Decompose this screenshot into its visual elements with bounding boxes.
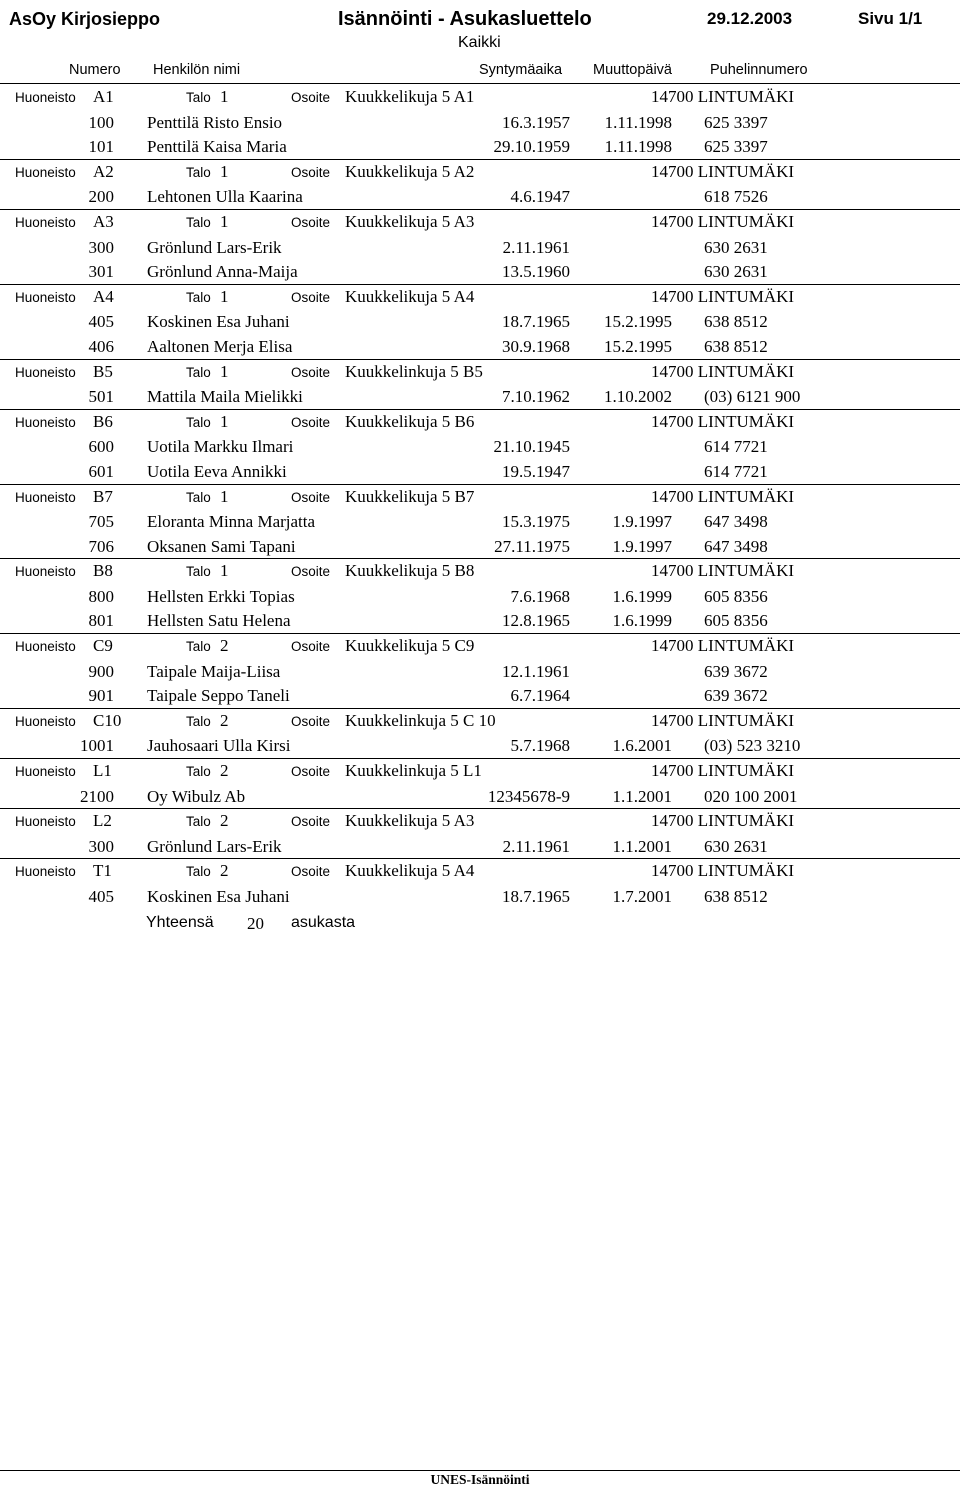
resident-number: 705 (88, 512, 114, 532)
apartment-header-row (0, 285, 960, 310)
resident-birth-date: 7.6.1968 (510, 586, 570, 606)
resident-number: 405 (88, 312, 114, 332)
house-label: Talo (186, 713, 211, 729)
resident-birth-date: 18.7.1965 (502, 312, 570, 332)
resident-number: 601 (88, 461, 114, 481)
street-address: Kuukkelikuja 5 B6 (345, 411, 475, 431)
resident-number: 1001 (80, 736, 114, 756)
resident-name: Grönlund Anna-Maija (147, 262, 298, 282)
page-number: Sivu 1/1 (858, 9, 923, 28)
street-address: Kuukkelikuja 5 B8 (345, 561, 475, 581)
resident-move-in-date: 1.6.1999 (612, 611, 672, 631)
resident-row (0, 309, 960, 334)
resident-move-in-date: 1.11.1998 (604, 112, 672, 132)
house-label: Talo (186, 90, 211, 105)
resident-row (0, 184, 960, 209)
resident-birth-date: 15.3.1975 (502, 512, 570, 532)
apartment-group (0, 758, 960, 808)
apartment-header-row (0, 210, 960, 235)
resident-row (0, 459, 960, 484)
resident-name: Jauhosaari Ulla Kirsi (147, 736, 291, 756)
postal-city: 14700 LINTUMÄKI (651, 161, 795, 181)
totals-count: 20 (247, 913, 264, 933)
column-header-phone: Puhelinnumero (710, 62, 808, 78)
resident-phone: 647 3498 (704, 536, 768, 556)
resident-name: Taipale Seppo Taneli (147, 686, 290, 706)
apartment-label: Huoneisto (15, 764, 76, 780)
resident-phone: 625 3397 (704, 137, 768, 157)
apartment-label: Huoneisto (15, 814, 76, 830)
resident-phone: 638 8512 (704, 887, 768, 906)
resident-number: 706 (88, 536, 114, 556)
resident-number: 2100 (80, 786, 114, 806)
street-address: Kuukkelinkuja 5 L1 (345, 761, 482, 781)
resident-phone: 618 7526 (704, 187, 768, 207)
apartment-label: Huoneisto (15, 414, 76, 430)
house-number: 1 (220, 486, 229, 506)
house-number: 1 (220, 361, 229, 381)
apartment-header-row (0, 485, 960, 510)
resident-phone: 625 3397 (704, 112, 768, 132)
resident-phone: 630 2631 (704, 262, 768, 282)
footer-divider (0, 1470, 960, 1471)
resident-phone: (03) 523 3210 (704, 736, 801, 756)
resident-move-in-date: 1.6.1999 (612, 586, 672, 606)
apartment-code: A2 (93, 161, 114, 181)
resident-name: Mattila Maila Mielikki (147, 387, 303, 407)
house-label: Talo (186, 414, 211, 430)
apartment-header-row (0, 559, 960, 584)
address-label: Osoite (291, 864, 331, 880)
column-header-move-in: Muuttopäivä (593, 62, 672, 78)
resident-row (0, 259, 960, 284)
apartment-label: Huoneisto (15, 564, 76, 580)
resident-row (0, 534, 960, 559)
apartment-code: B6 (93, 411, 113, 431)
postal-city: 14700 LINTUMÄKI (651, 861, 795, 881)
apartment-label: Huoneisto (15, 90, 76, 105)
apartment-code: A3 (93, 211, 114, 231)
resident-move-in-date: 1.10.2002 (604, 387, 672, 407)
resident-name: Oksanen Sami Tapani (147, 536, 296, 556)
address-label: Osoite (291, 564, 331, 580)
house-number: 1 (220, 211, 229, 231)
resident-name: Penttilä Kaisa Maria (147, 137, 287, 157)
resident-number: 301 (88, 262, 114, 282)
postal-city: 14700 LINTUMÄKI (651, 811, 795, 831)
address-label: Osoite (291, 90, 331, 105)
house-label: Talo (186, 289, 211, 305)
company-name: AsOy Kirjosieppo (9, 9, 161, 29)
house-number: 2 (220, 636, 229, 656)
apartment-code: B7 (93, 486, 113, 506)
resident-number: 800 (88, 586, 114, 606)
postal-city: 14700 LINTUMÄKI (651, 411, 795, 431)
resident-move-in-date: 1.7.2001 (612, 887, 672, 906)
resident-row (0, 659, 960, 684)
apartment-group (0, 284, 960, 359)
street-address: Kuukkelikuja 5 C9 (345, 636, 475, 656)
resident-birth-date: 7.10.1962 (502, 387, 570, 407)
postal-city: 14700 LINTUMÄKI (651, 361, 795, 381)
resident-phone: 638 8512 (704, 312, 768, 332)
address-label: Osoite (291, 764, 331, 780)
resident-row (0, 608, 960, 633)
resident-move-in-date: 1.1.2001 (612, 786, 672, 806)
apartment-group (0, 209, 960, 284)
resident-number: 501 (88, 387, 114, 407)
house-number: 2 (220, 710, 229, 730)
apartment-group (0, 409, 960, 484)
address-label: Osoite (291, 164, 331, 180)
resident-birth-date: 29.10.1959 (493, 137, 570, 157)
resident-birth-date: 18.7.1965 (502, 887, 570, 906)
house-number: 2 (220, 761, 229, 781)
header-divider (0, 83, 960, 84)
apartment-code: L1 (93, 761, 112, 781)
apartment-label: Huoneisto (15, 864, 76, 880)
apartment-header-row (0, 360, 960, 385)
resident-row (0, 584, 960, 609)
resident-row (0, 733, 960, 758)
resident-name: Hellsten Satu Helena (147, 611, 291, 631)
footer-text: UNES-Isännöinti (430, 1472, 530, 1487)
address-label: Osoite (291, 814, 331, 830)
street-address: Kuukkelikuja 5 A4 (345, 286, 475, 306)
resident-row (0, 784, 960, 809)
resident-number: 101 (88, 137, 114, 157)
resident-number: 600 (88, 437, 114, 457)
house-label: Talo (186, 764, 211, 780)
apartment-group (0, 558, 960, 633)
apartment-group (0, 633, 960, 708)
house-number: 2 (220, 861, 229, 881)
address-label: Osoite (291, 289, 331, 305)
resident-birth-date: 2.11.1961 (502, 237, 570, 257)
resident-row (0, 884, 960, 909)
apartment-header-row (0, 410, 960, 435)
apartment-header-row (0, 809, 960, 834)
resident-phone: 605 8356 (704, 586, 768, 606)
resident-move-in-date: 15.2.1995 (604, 336, 672, 356)
resident-phone: 638 8512 (704, 336, 768, 356)
apartment-code: A1 (93, 87, 114, 106)
resident-name: Koskinen Esa Juhani (147, 887, 290, 906)
resident-name: Eloranta Minna Marjatta (147, 512, 316, 532)
totals-row (0, 909, 960, 939)
resident-number: 300 (88, 836, 114, 856)
house-label: Talo (186, 864, 211, 880)
postal-city: 14700 LINTUMÄKI (651, 87, 795, 106)
apartment-label: Huoneisto (15, 289, 76, 305)
apartment-code: L2 (93, 811, 112, 831)
postal-city: 14700 LINTUMÄKI (651, 710, 795, 730)
resident-number: 300 (88, 237, 114, 257)
resident-move-in-date: 15.2.1995 (604, 312, 672, 332)
totals-unit: asukasta (291, 913, 356, 931)
resident-birth-date: 19.5.1947 (502, 461, 570, 481)
house-label: Talo (186, 814, 211, 830)
resident-name: Uotila Eeva Annikki (147, 461, 287, 481)
postal-city: 14700 LINTUMÄKI (651, 761, 795, 781)
apartment-code: C9 (93, 636, 113, 656)
resident-row (0, 683, 960, 708)
street-address: Kuukkelikuja 5 A3 (345, 211, 475, 231)
resident-row (0, 509, 960, 534)
address-label: Osoite (291, 414, 331, 430)
resident-phone: 020 100 2001 (704, 786, 798, 806)
column-header-birth: Syntymäaika (479, 62, 563, 78)
resident-name: Taipale Maija-Liisa (147, 661, 281, 681)
apartment-label: Huoneisto (15, 214, 76, 230)
house-number: 1 (220, 161, 229, 181)
apartment-group (0, 359, 960, 409)
resident-move-in-date: 1.11.1998 (604, 137, 672, 157)
house-number: 1 (220, 87, 229, 106)
resident-phone: (03) 6121 900 (704, 387, 801, 407)
resident-birth-date: 5.7.1968 (510, 736, 570, 756)
report-filter: Kaikki (458, 34, 501, 51)
address-label: Osoite (291, 214, 331, 230)
apartment-label: Huoneisto (15, 489, 76, 505)
address-label: Osoite (291, 364, 331, 380)
resident-phone: 639 3672 (704, 686, 768, 706)
resident-name: Grönlund Lars-Erik (147, 836, 282, 856)
resident-row (0, 134, 960, 159)
apartment-header-row (0, 709, 960, 734)
postal-city: 14700 LINTUMÄKI (651, 561, 795, 581)
apartment-header-row (0, 160, 960, 185)
house-number: 1 (220, 286, 229, 306)
resident-move-in-date: 1.9.1997 (612, 512, 672, 532)
house-label: Talo (186, 639, 211, 655)
postal-city: 14700 LINTUMÄKI (651, 636, 795, 656)
apartment-code: B8 (93, 561, 113, 581)
resident-name: Koskinen Esa Juhani (147, 312, 290, 332)
resident-number: 100 (88, 112, 114, 132)
apartment-group (0, 484, 960, 559)
apartment-header-row (0, 634, 960, 659)
resident-birth-date: 16.3.1957 (502, 112, 570, 132)
street-address: Kuukkelinkuja 5 C 10 (345, 710, 496, 730)
house-label: Talo (186, 164, 211, 180)
house-label: Talo (186, 364, 211, 380)
apartment-code: A4 (93, 286, 114, 306)
resident-phone: 614 7721 (704, 461, 768, 481)
resident-phone: 605 8356 (704, 611, 768, 631)
house-number: 1 (220, 561, 229, 581)
resident-phone: 630 2631 (704, 836, 768, 856)
apartment-label: Huoneisto (15, 713, 76, 729)
street-address: Kuukkelikuja 5 A1 (345, 87, 475, 106)
apartment-label: Huoneisto (15, 164, 76, 180)
apartment-header-row (0, 85, 960, 110)
postal-city: 14700 LINTUMÄKI (651, 211, 795, 231)
address-label: Osoite (291, 639, 331, 655)
apartment-group (0, 858, 960, 908)
resident-name: Hellsten Erkki Topias (147, 586, 295, 606)
street-address: Kuukkelikuja 5 A3 (345, 811, 475, 831)
totals-label: Yhteensä (146, 913, 214, 931)
resident-name: Grönlund Lars-Erik (147, 237, 282, 257)
resident-phone: 639 3672 (704, 661, 768, 681)
resident-name: Lehtonen Ulla Kaarina (147, 187, 303, 207)
street-address: Kuukkelikuja 5 A2 (345, 161, 475, 181)
resident-row (0, 384, 960, 409)
apartment-group (0, 708, 960, 758)
resident-number: 900 (88, 661, 114, 681)
resident-number: 405 (88, 887, 114, 906)
apartment-label: Huoneisto (15, 364, 76, 380)
resident-birth-date: 30.9.1968 (502, 336, 570, 356)
report-date: 29.12.2003 (707, 9, 793, 28)
house-number: 2 (220, 811, 229, 831)
column-header-name: Henkilön nimi (153, 62, 241, 78)
house-number: 1 (220, 411, 229, 431)
street-address: Kuukkelikuja 5 B7 (345, 486, 475, 506)
resident-birth-date: 12.8.1965 (502, 611, 570, 631)
resident-row (0, 110, 960, 135)
street-address: Kuukkelikuja 5 A4 (345, 861, 475, 881)
resident-birth-date: 21.10.1945 (493, 437, 570, 457)
resident-number: 406 (88, 336, 114, 356)
apartment-group (0, 85, 960, 159)
apartment-header-row (0, 859, 960, 884)
house-label: Talo (186, 214, 211, 230)
resident-birth-date: 4.6.1947 (510, 187, 570, 207)
column-header-number: Numero (69, 62, 121, 78)
resident-number: 200 (88, 187, 114, 207)
postal-city: 14700 LINTUMÄKI (651, 486, 795, 506)
resident-phone: 614 7721 (704, 437, 768, 457)
resident-listing (0, 85, 960, 939)
resident-row (0, 434, 960, 459)
resident-phone: 630 2631 (704, 237, 768, 257)
resident-move-in-date: 1.9.1997 (612, 536, 672, 556)
apartment-header-row (0, 759, 960, 784)
resident-move-in-date: 1.1.2001 (612, 836, 672, 856)
apartment-code: C10 (93, 710, 122, 730)
resident-birth-date: 12.1.1961 (502, 661, 570, 681)
resident-birth-date: 13.5.1960 (502, 262, 570, 282)
apartment-group (0, 808, 960, 858)
resident-birth-date: 6.7.1964 (510, 686, 570, 706)
resident-row (0, 334, 960, 359)
resident-name: Uotila Markku Ilmari (147, 437, 294, 457)
postal-city: 14700 LINTUMÄKI (651, 286, 795, 306)
apartment-code: B5 (93, 361, 113, 381)
street-address: Kuukkelinkuja 5 B5 (345, 361, 483, 381)
resident-number: 801 (88, 611, 114, 631)
resident-name: Oy Wibulz Ab (147, 786, 246, 806)
resident-phone: 647 3498 (704, 512, 768, 532)
resident-row (0, 834, 960, 859)
address-label: Osoite (291, 713, 331, 729)
address-label: Osoite (291, 489, 331, 505)
resident-birth-date: 12345678-9 (487, 786, 570, 806)
report-title: Isännöinti - Asukasluettelo (338, 8, 592, 30)
resident-birth-date: 2.11.1961 (502, 836, 570, 856)
resident-number: 901 (88, 686, 114, 706)
house-label: Talo (186, 564, 211, 580)
resident-name: Aaltonen Merja Elisa (147, 336, 293, 356)
apartment-label: Huoneisto (15, 639, 76, 655)
resident-row (0, 235, 960, 260)
resident-move-in-date: 1.6.2001 (612, 736, 672, 756)
resident-birth-date: 27.11.1975 (494, 536, 570, 556)
apartment-group (0, 159, 960, 209)
resident-name: Penttilä Risto Ensio (147, 112, 283, 132)
apartment-code: T1 (93, 861, 112, 881)
house-label: Talo (186, 489, 211, 505)
